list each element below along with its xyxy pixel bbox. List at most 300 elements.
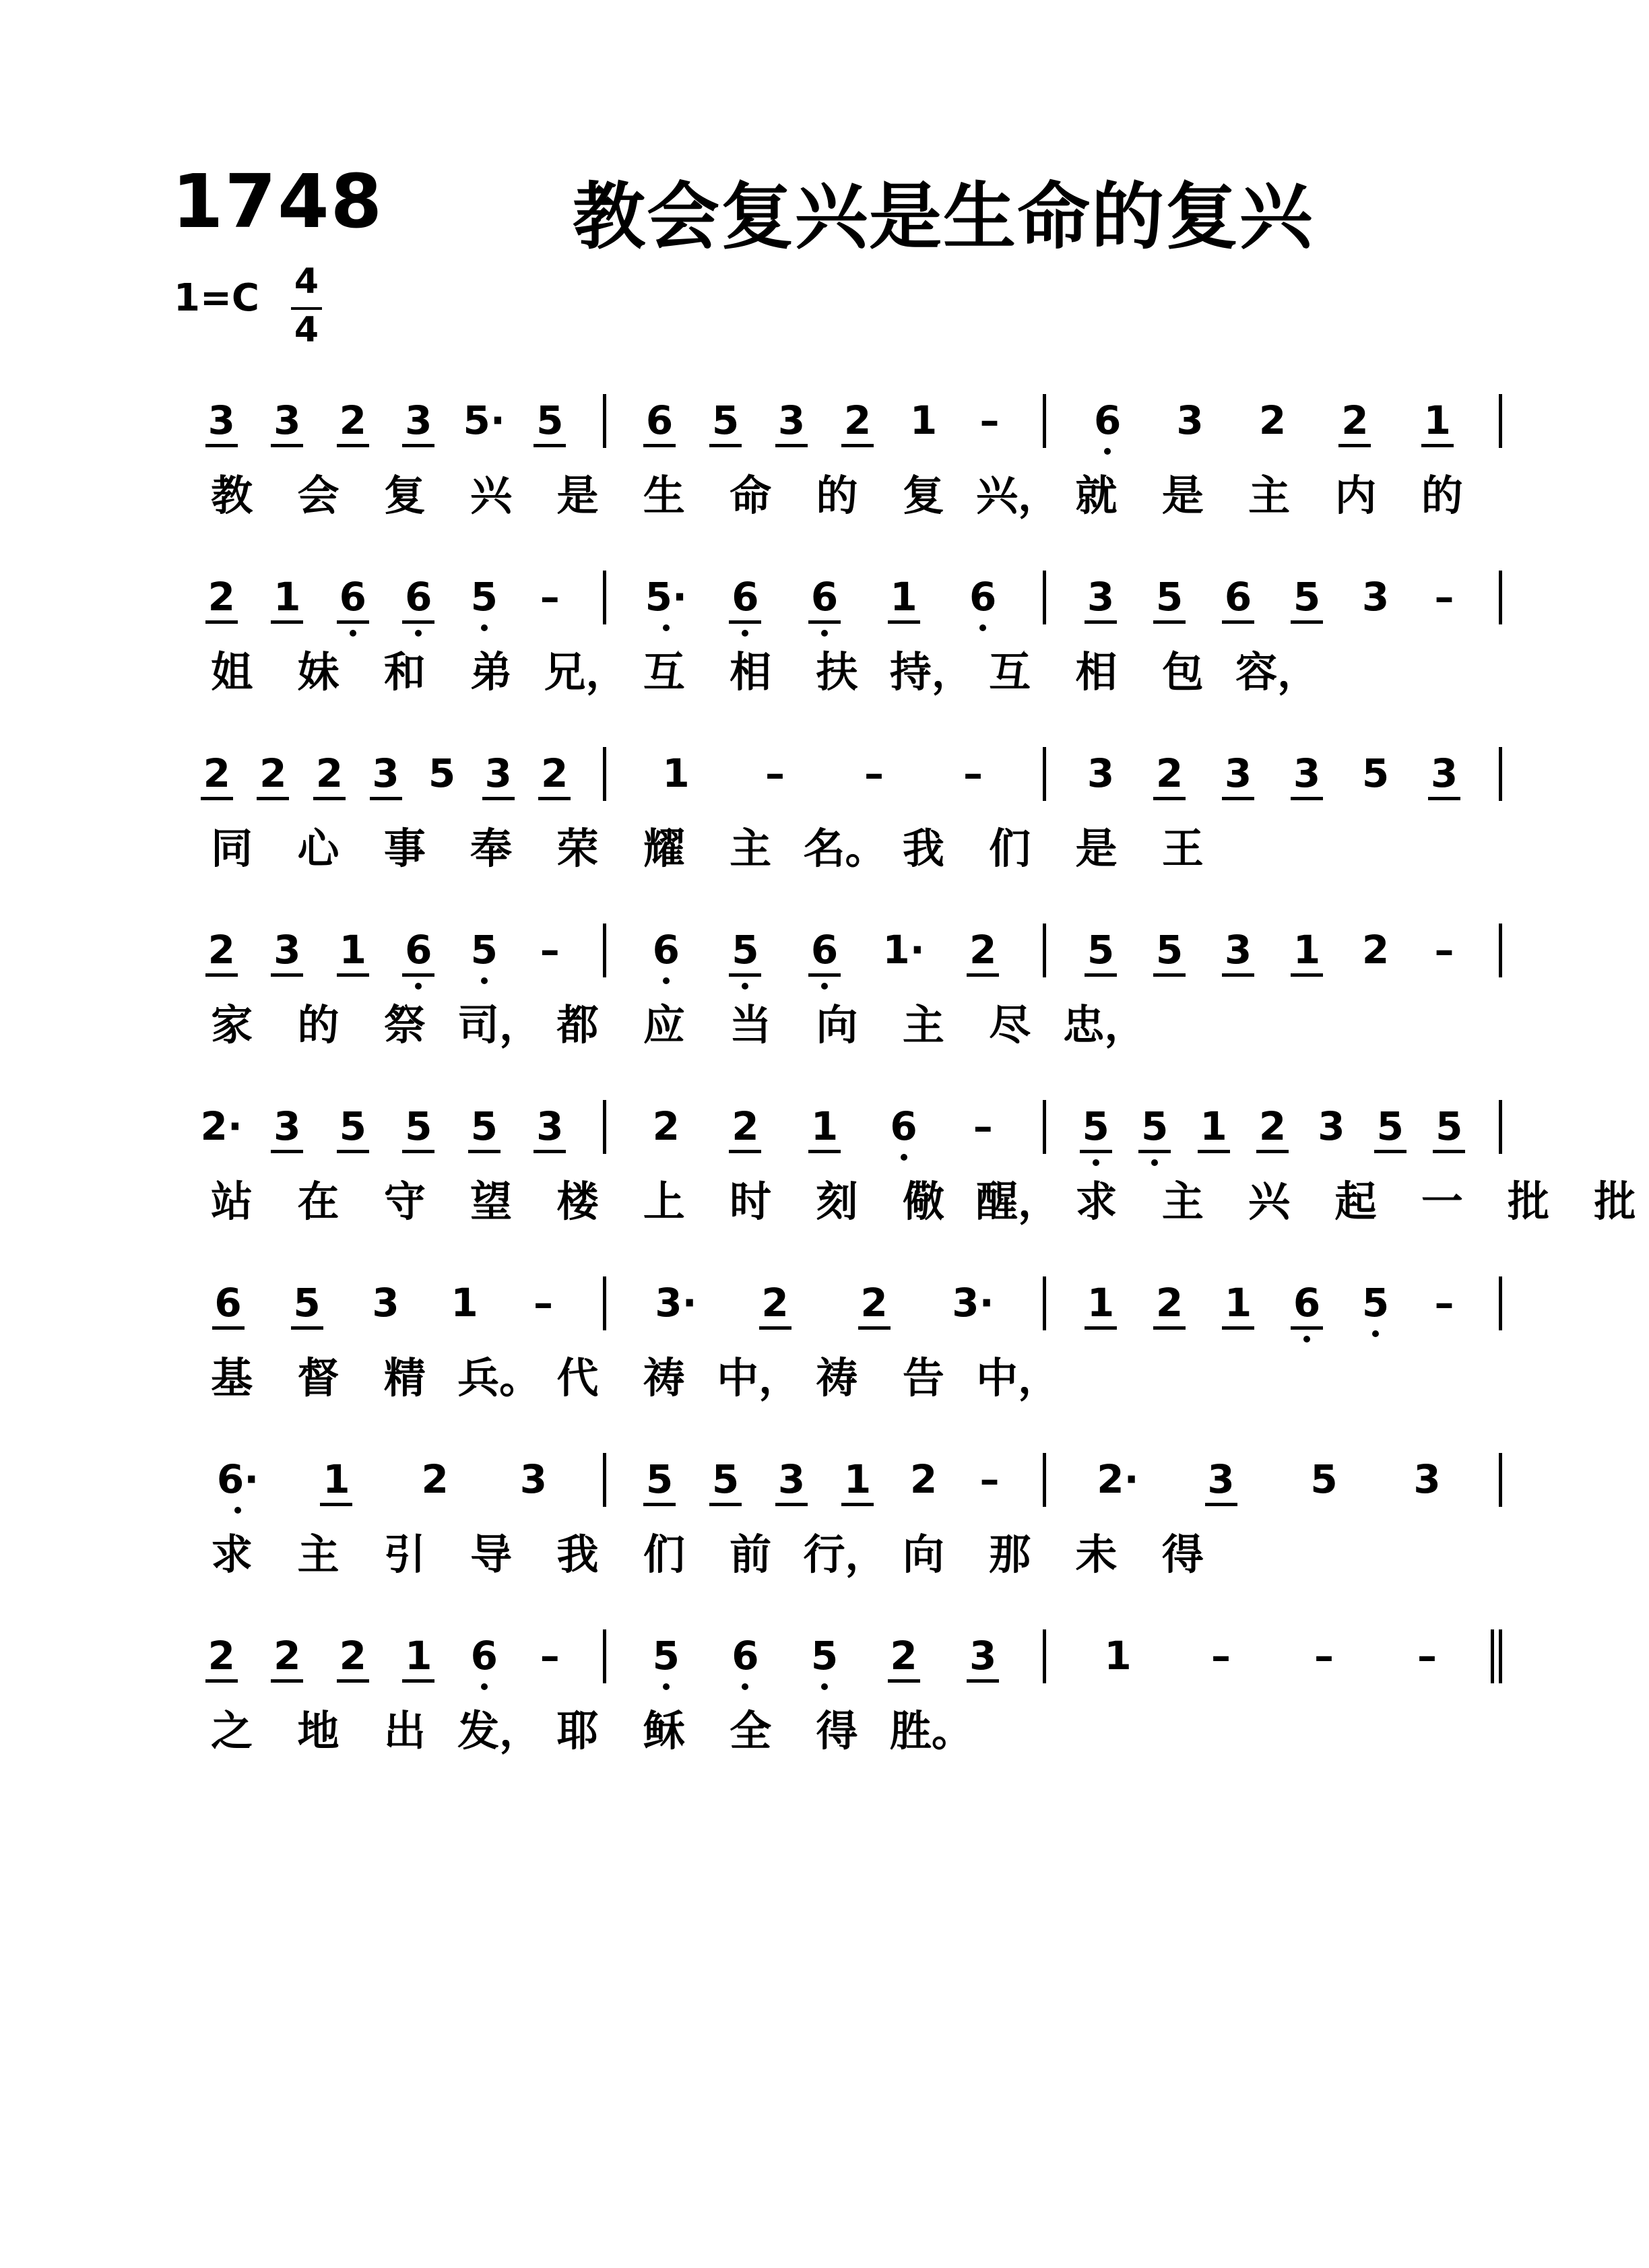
- note: 6: [1293, 1280, 1321, 1326]
- lyric-char: 兴: [470, 471, 513, 520]
- lyric-char: 告: [902, 1353, 944, 1402]
- note: 1: [1293, 927, 1321, 973]
- meter-bottom: 4: [294, 310, 319, 350]
- note: 6: [732, 574, 759, 620]
- lyric-char: 持，: [889, 647, 973, 696]
- lower-octave-dot: [979, 624, 986, 631]
- lower-octave-dot: [1303, 1336, 1310, 1342]
- lyric-char: 互: [643, 647, 685, 696]
- note: 3: [1087, 750, 1115, 796]
- eighth-underline: [201, 797, 233, 800]
- note: 3: [273, 1103, 301, 1149]
- eighth-underline: [1428, 797, 1460, 800]
- note: 3: [273, 397, 301, 443]
- eighth-underline: [1153, 1326, 1186, 1330]
- eighth-underline: [205, 973, 238, 977]
- note: 3: [777, 397, 806, 443]
- eighth-underline: [841, 1503, 874, 1506]
- lyric-char: 是: [1075, 824, 1118, 873]
- eighth-underline: [337, 973, 369, 977]
- lyric-char: 祷: [816, 1353, 858, 1402]
- eighth-underline: [709, 444, 742, 447]
- lyric-char: 兄，: [544, 647, 628, 696]
- lyric-char: 未: [1075, 1530, 1118, 1579]
- note: 6: [214, 1280, 242, 1326]
- eighth-underline: [313, 797, 346, 800]
- eighth-underline: [1291, 1326, 1323, 1330]
- eighth-underline: [402, 1679, 434, 1683]
- lyric-char: 耀: [643, 824, 685, 873]
- eighth-underline: [1338, 444, 1371, 447]
- eighth-underline: [271, 444, 303, 447]
- note: 5: [1310, 1456, 1338, 1502]
- lyric-char: 耶: [556, 1706, 599, 1755]
- lyric-char: 主: [1161, 1177, 1204, 1226]
- lyric-char: 应: [643, 1000, 685, 1049]
- lyric-char: 站: [211, 1177, 253, 1226]
- eighth-underline: [729, 620, 761, 624]
- note: 1: [843, 1456, 872, 1502]
- eighth-underline: [468, 1150, 500, 1153]
- lower-octave-dot: [415, 983, 422, 990]
- note: 3: [1087, 574, 1115, 620]
- note: 1: [405, 1633, 432, 1679]
- note: 5: [652, 1633, 680, 1679]
- lyric-char: 向: [816, 1000, 858, 1049]
- note: 2: [890, 1633, 917, 1679]
- lyric-char: 得: [816, 1706, 858, 1755]
- eighth-underline: [1138, 1150, 1171, 1153]
- note: 5: [1155, 574, 1184, 620]
- barline: [1499, 1276, 1502, 1330]
- lyric-char: 容，: [1235, 647, 1320, 696]
- note: 5: [536, 397, 564, 443]
- final-barline: [1491, 1629, 1494, 1683]
- note: 5: [1293, 574, 1321, 620]
- sustain-dash: –: [1434, 574, 1454, 620]
- lyric-char: 那: [989, 1530, 1031, 1579]
- eighth-underline: [808, 620, 841, 624]
- eighth-underline: [1085, 620, 1117, 624]
- note: 2: [207, 574, 235, 620]
- eighth-underline: [291, 1326, 323, 1330]
- lower-octave-dot: [1093, 1159, 1099, 1166]
- lyric-char: 刻: [816, 1177, 858, 1226]
- sustain-dash: –: [534, 1280, 553, 1326]
- lower-octave-dot: [350, 630, 356, 637]
- eighth-underline: [1085, 1326, 1117, 1330]
- barline: [1043, 394, 1046, 448]
- lyric-char: 名。: [803, 824, 887, 873]
- lyric-char: 扶: [816, 647, 858, 696]
- eighth-underline: [205, 444, 238, 447]
- eighth-underline: [808, 973, 841, 977]
- lower-octave-dot: [663, 1683, 670, 1690]
- lyric-char: 守: [383, 1177, 426, 1226]
- sustain-dash: –: [973, 1103, 993, 1149]
- sustain-dash: –: [540, 927, 560, 973]
- lyric-char: 包: [1161, 647, 1204, 696]
- barline: [603, 924, 606, 977]
- eighth-underline: [271, 1150, 303, 1153]
- eighth-underline: [320, 1503, 352, 1506]
- note: 2: [541, 750, 569, 796]
- note: 1: [339, 927, 366, 973]
- lyric-char: 兴，: [976, 471, 1060, 520]
- sustain-dash: –: [540, 1633, 560, 1679]
- eighth-underline: [271, 1679, 303, 1683]
- sustain-dash: –: [864, 750, 884, 796]
- barline: [1043, 1453, 1046, 1507]
- eighth-underline: [967, 1679, 999, 1683]
- lyric-char: 向: [902, 1530, 944, 1579]
- lyric-char: 精: [383, 1353, 426, 1402]
- note: 1·: [882, 927, 925, 973]
- note: 5: [428, 750, 456, 796]
- lyric-char: 祭: [383, 1000, 426, 1049]
- lyric-char: 时: [730, 1177, 772, 1226]
- sustain-dash: –: [963, 750, 983, 796]
- note: 3: [1176, 397, 1204, 443]
- lyric-char: 在: [297, 1177, 340, 1226]
- eighth-underline: [538, 797, 571, 800]
- eighth-underline: [482, 797, 515, 800]
- sustain-dash: –: [540, 574, 560, 620]
- note: 6: [1094, 397, 1122, 443]
- note: 3: [777, 1456, 806, 1502]
- eighth-underline: [402, 444, 434, 447]
- note: 3: [372, 1280, 399, 1326]
- lyric-char: 一: [1421, 1177, 1463, 1226]
- lyric-char: 妹: [297, 647, 340, 696]
- eighth-underline: [205, 1679, 238, 1683]
- eighth-underline: [205, 620, 238, 624]
- lyric-char: 命: [730, 471, 772, 520]
- lyric-char: 兴: [1248, 1177, 1291, 1226]
- note: 5: [1361, 1280, 1390, 1326]
- lyric-char: 互: [989, 647, 1031, 696]
- barline: [1499, 1453, 1502, 1507]
- eighth-underline: [967, 973, 999, 977]
- lower-octave-dot: [234, 1507, 241, 1514]
- eighth-underline: [888, 1679, 920, 1683]
- lyric-char: 醒，: [976, 1177, 1060, 1226]
- lyric-char: 引: [383, 1530, 426, 1579]
- lyric-char: 督: [297, 1353, 340, 1402]
- barline: [1043, 747, 1046, 801]
- lower-octave-dot: [742, 983, 748, 990]
- eighth-underline: [1291, 797, 1323, 800]
- eighth-underline: [402, 1150, 434, 1153]
- note: 2: [843, 397, 872, 443]
- barline: [1499, 747, 1502, 801]
- note: 2: [339, 1633, 366, 1679]
- lyric-char: 就: [1075, 471, 1118, 520]
- note: 5: [1376, 1103, 1404, 1149]
- lyric-char: 发，: [457, 1706, 542, 1755]
- eighth-underline: [534, 1150, 566, 1153]
- meter-top: 4: [294, 261, 319, 302]
- lower-octave-dot: [481, 977, 488, 984]
- lower-octave-dot: [821, 1683, 828, 1690]
- note: 2: [969, 927, 997, 973]
- lyric-char: 批: [1508, 1177, 1550, 1226]
- barline: [603, 1100, 606, 1154]
- hymn-number: 1748: [172, 158, 384, 245]
- barline: [1043, 1100, 1046, 1154]
- note: 5: [293, 1280, 321, 1326]
- lyric-char: 事: [383, 824, 426, 873]
- note: 6: [969, 574, 997, 620]
- lyric-char: 导: [470, 1530, 513, 1579]
- lower-octave-dot: [481, 624, 488, 631]
- lyric-char: 的: [297, 1000, 340, 1049]
- note: 6: [732, 1633, 759, 1679]
- lyric-char: 们: [989, 824, 1031, 873]
- lyric-char: 代: [556, 1353, 599, 1402]
- barline: [1499, 394, 1502, 448]
- note: 5: [1082, 1103, 1109, 1149]
- eighth-underline: [888, 620, 920, 624]
- note: 2: [732, 1103, 759, 1149]
- eighth-underline: [643, 444, 676, 447]
- lyric-char: 我: [902, 824, 944, 873]
- note: 3: [1318, 1103, 1345, 1149]
- note: 5: [1435, 1103, 1463, 1149]
- lyric-char: 王: [1161, 824, 1204, 873]
- lyric-char: 的: [1421, 471, 1463, 520]
- lyric-char: 中，: [976, 1353, 1060, 1402]
- lyric-char: 之: [211, 1706, 253, 1755]
- note: 3: [536, 1103, 564, 1149]
- note: 2: [259, 750, 287, 796]
- eighth-underline: [337, 444, 369, 447]
- note: 1: [1200, 1103, 1227, 1149]
- eighth-underline: [271, 973, 303, 977]
- note: 2: [860, 1280, 888, 1326]
- eighth-underline: [1153, 797, 1186, 800]
- eighth-underline: [709, 1503, 742, 1506]
- lyric-char: 稣: [643, 1706, 685, 1755]
- note: 1: [451, 1280, 478, 1326]
- lyric-char: 上: [643, 1177, 685, 1226]
- note: 3·: [952, 1280, 994, 1326]
- note: 1: [810, 1103, 839, 1149]
- eighth-underline: [337, 1150, 369, 1153]
- note: 3: [207, 397, 235, 443]
- note: 3: [1207, 1456, 1235, 1502]
- barline: [603, 571, 606, 624]
- barline: [1499, 571, 1502, 624]
- note: 2: [1361, 927, 1390, 973]
- note: 1: [662, 750, 690, 796]
- lyric-char: 家: [211, 1000, 253, 1049]
- lyric-char: 奉: [470, 824, 513, 873]
- note: 1: [1087, 1280, 1115, 1326]
- note: 2: [652, 1103, 680, 1149]
- note: 5·: [645, 574, 687, 620]
- lyric-char: 相: [730, 647, 772, 696]
- note: 5: [1140, 1103, 1169, 1149]
- note: 3: [1413, 1456, 1441, 1502]
- eighth-underline: [1080, 1150, 1112, 1153]
- lower-octave-dot: [663, 624, 670, 631]
- lyric-char: 中，: [717, 1353, 801, 1402]
- lyric-char: 弟: [470, 647, 513, 696]
- lyric-char: 荣: [556, 824, 599, 873]
- eighth-underline: [1153, 973, 1186, 977]
- note: 6: [405, 927, 432, 973]
- lyric-char: 是: [1161, 471, 1204, 520]
- note: 2: [203, 750, 230, 796]
- note: 5: [470, 1103, 498, 1149]
- lower-octave-dot: [415, 630, 422, 637]
- lower-octave-dot: [821, 630, 828, 637]
- note: 6: [810, 927, 839, 973]
- barline: [1499, 1100, 1502, 1154]
- note: 3: [1224, 927, 1252, 973]
- sustain-dash: –: [765, 750, 785, 796]
- barline: [603, 1629, 606, 1683]
- note: 1: [1104, 1633, 1132, 1679]
- eighth-underline: [858, 1326, 891, 1330]
- eighth-underline: [775, 1503, 808, 1506]
- note: 6: [1224, 574, 1252, 620]
- note: 5: [1155, 927, 1184, 973]
- lower-octave-dot: [481, 1683, 488, 1690]
- lyric-char: 基: [211, 1353, 253, 1402]
- barline: [1043, 1276, 1046, 1330]
- lower-octave-dot: [1372, 1330, 1379, 1337]
- lyric-char: 姐: [211, 647, 253, 696]
- eighth-underline: [534, 444, 566, 447]
- note: 3: [405, 397, 432, 443]
- lyric-char: 起: [1334, 1177, 1377, 1226]
- lyric-char: 儆: [902, 1177, 944, 1226]
- lyric-char: 得: [1161, 1530, 1204, 1579]
- barline: [603, 747, 606, 801]
- note: 2: [207, 1633, 235, 1679]
- eighth-underline: [1222, 973, 1254, 977]
- eighth-underline: [271, 620, 303, 624]
- eighth-underline: [729, 973, 761, 977]
- note: 2: [1155, 1280, 1184, 1326]
- hymn-title: 教会复兴是生命的复兴: [573, 175, 1314, 259]
- note: 6: [339, 574, 366, 620]
- note: 2: [1341, 397, 1369, 443]
- note: 6·: [216, 1456, 259, 1502]
- lower-octave-dot: [663, 977, 670, 984]
- note: 2: [909, 1456, 938, 1502]
- sustain-dash: –: [1434, 927, 1454, 973]
- note: 5: [1361, 750, 1390, 796]
- eighth-underline: [841, 444, 874, 447]
- sustain-dash: –: [1314, 1633, 1334, 1679]
- note: 6: [652, 927, 680, 973]
- note: 5: [810, 1633, 839, 1679]
- lyric-char: 司，: [457, 1000, 542, 1049]
- lyric-char: 内: [1334, 471, 1377, 520]
- eighth-underline: [1222, 1326, 1254, 1330]
- barline: [603, 1453, 606, 1507]
- lower-octave-dot: [1151, 1159, 1158, 1166]
- lyric-char: 行，: [803, 1530, 887, 1579]
- note: 2: [1258, 1103, 1287, 1149]
- eighth-underline: [1153, 620, 1186, 624]
- eighth-underline: [370, 797, 402, 800]
- eighth-underline: [1085, 973, 1117, 977]
- lyric-char: 前: [730, 1530, 772, 1579]
- note: 5·: [463, 397, 505, 443]
- note: 5: [470, 927, 498, 973]
- lyric-char: 望: [470, 1177, 513, 1226]
- lyric-char: 相: [1075, 647, 1118, 696]
- lyric-char: 会: [297, 471, 340, 520]
- lyric-char: 同: [211, 824, 253, 873]
- lyric-char: 是: [556, 471, 599, 520]
- note: 1: [1423, 397, 1451, 443]
- note: 2: [207, 927, 235, 973]
- note: 2·: [1097, 1456, 1139, 1502]
- eighth-underline: [1198, 1150, 1230, 1153]
- eighth-underline: [1421, 444, 1454, 447]
- note: 2: [273, 1633, 301, 1679]
- eighth-underline: [257, 797, 289, 800]
- note: 1: [909, 397, 938, 443]
- note: 2: [761, 1280, 789, 1326]
- eighth-underline: [212, 1326, 245, 1330]
- note: 5: [1087, 927, 1115, 973]
- note: 1: [323, 1456, 350, 1502]
- eighth-underline: [729, 1150, 761, 1153]
- lower-octave-dot: [1104, 448, 1111, 455]
- lyric-char: 忠，: [1062, 1000, 1146, 1049]
- note: 1: [1224, 1280, 1252, 1326]
- lyric-char: 主: [1248, 471, 1291, 520]
- lyric-char: 复: [383, 471, 426, 520]
- eighth-underline: [759, 1326, 791, 1330]
- lyric-char: 的: [816, 471, 858, 520]
- barline: [1499, 924, 1502, 977]
- note: 3: [969, 1633, 997, 1679]
- barline: [603, 1276, 606, 1330]
- lyric-char: 祷: [643, 1353, 685, 1402]
- lyric-char: 地: [297, 1706, 340, 1755]
- lyric-char: 全: [730, 1706, 772, 1755]
- lyric-char: 们: [643, 1530, 685, 1579]
- lyric-char: 胜。: [889, 1706, 973, 1755]
- lyric-char: 和: [383, 647, 426, 696]
- note: 6: [470, 1633, 498, 1679]
- lyric-char: 我: [556, 1530, 599, 1579]
- note: 3: [1430, 750, 1458, 796]
- sustain-dash: –: [1211, 1633, 1231, 1679]
- note: 2·: [200, 1103, 243, 1149]
- key-signature: 1=C: [174, 276, 259, 320]
- note: 6: [810, 574, 839, 620]
- note: 3: [484, 750, 512, 796]
- lyric-char: 批: [1594, 1177, 1636, 1226]
- sustain-dash: –: [1434, 1280, 1454, 1326]
- note: 5: [470, 574, 498, 620]
- lyric-char: 主: [730, 824, 772, 873]
- eighth-underline: [1291, 620, 1323, 624]
- sustain-dash: –: [979, 397, 1000, 443]
- note: 5: [711, 397, 740, 443]
- note: 2: [1258, 397, 1287, 443]
- barline: [1043, 571, 1046, 624]
- eighth-underline: [337, 620, 369, 624]
